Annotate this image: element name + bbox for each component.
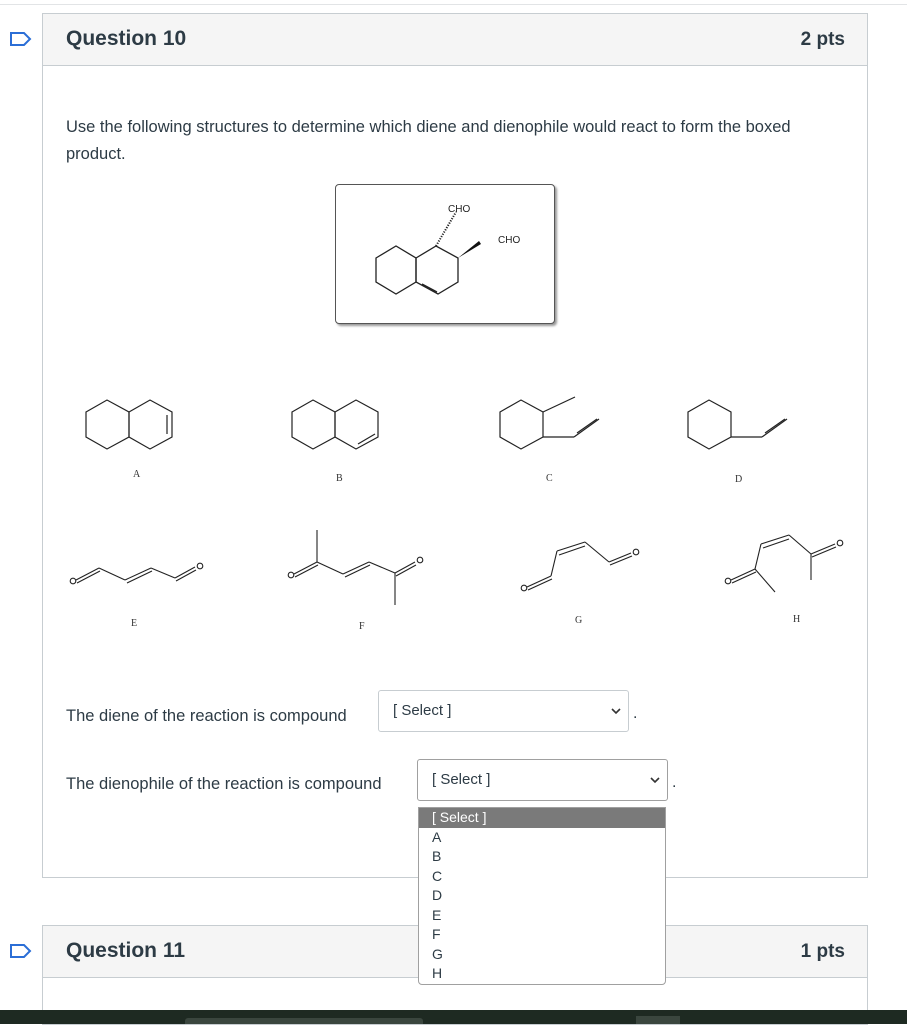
dienophile-period: . [672,774,677,791]
cho-label-right: CHO [498,235,521,246]
question-points: 1 pts [800,941,845,962]
structure-d [683,392,793,454]
chevron-down-icon [649,774,661,786]
bookmark-flag-icon[interactable] [10,944,32,958]
label-d: D [735,474,743,485]
product-structure [336,185,554,323]
dienophile-select-value: [ Select ] [432,771,491,788]
dropdown-option[interactable]: C [432,867,443,884]
chevron-down-icon [610,705,622,717]
dropdown-option[interactable]: [ Select ] [419,808,665,828]
taskbar-item[interactable] [185,1018,423,1024]
diene-select[interactable] [378,690,629,732]
question-header [43,14,867,66]
product-structure-box [335,184,555,324]
dropdown-option[interactable]: B [432,848,442,864]
structure-g [517,536,645,600]
question-title: Question 11 [66,939,186,962]
question-title: Question 10 [66,27,187,50]
structure-c [495,392,607,454]
taskbar-item[interactable] [636,1016,680,1024]
dienophile-dropdown-list[interactable] [418,807,666,985]
diene-select-value: [ Select ] [393,702,452,719]
label-b: B [336,473,343,484]
structure-b [287,392,397,454]
label-f: F [359,621,365,632]
dropdown-option[interactable]: D [432,887,443,903]
question-card [42,13,868,878]
bookmark-flag-icon[interactable] [10,32,32,46]
structure-e [65,554,207,594]
cho-label-top: CHO [448,204,471,215]
top-divider [0,4,907,5]
label-g: G [575,615,583,626]
question-text: Use the following structures to determine which diene and dienophile would react to form the boxed product. [66,118,791,163]
structure-a [81,392,191,454]
dropdown-option[interactable]: F [432,926,441,942]
dropdown-option[interactable]: E [432,906,442,923]
structure-h [721,532,851,602]
label-a: A [133,469,141,480]
dropdown-option[interactable]: A [432,828,442,845]
diene-prompt: The diene of the reaction is compound [66,707,347,725]
dropdown-option[interactable]: G [432,945,443,962]
dienophile-prompt: The dienophile of the reaction is compound [66,775,382,793]
label-e: E [131,618,138,629]
label-c: C [546,473,553,484]
diene-period: . [633,705,638,722]
dienophile-select[interactable] [417,759,668,801]
dropdown-option[interactable]: H [432,965,443,981]
question-points: 2 pts [800,29,845,50]
label-h: H [793,614,801,625]
taskbar [0,1010,907,1024]
structure-f [283,526,429,608]
